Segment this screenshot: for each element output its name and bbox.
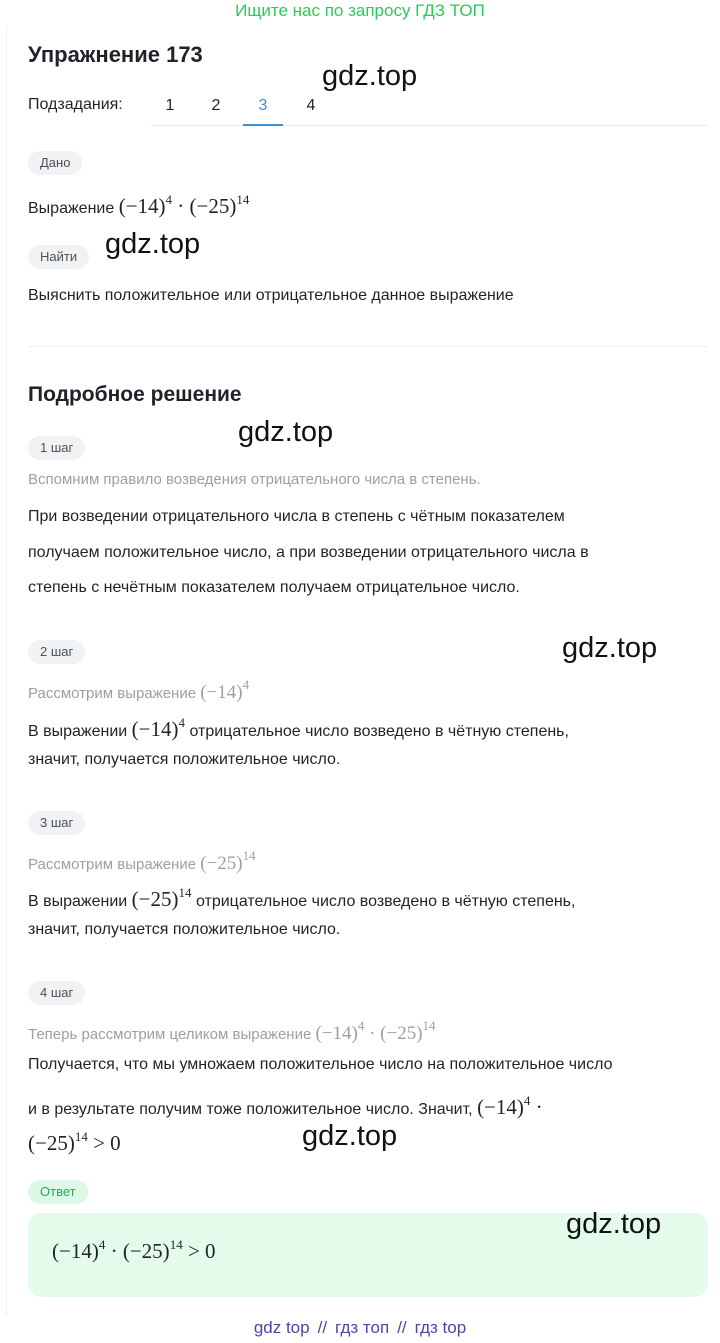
step-4-line-2: и в результате получим тоже положительное число. Значит, $(-14)^4$ · [28,1093,543,1119]
step-2-line-1: В выражении $(-14)^4$ отрицательное число возведено в чётную степень, [28,715,569,741]
step-4-line-1: Получается, что мы умножаем положительное число на положительное число [28,1056,613,1073]
step-1-hint: Вспомним правило возведения отрицательного числа в степень. [28,471,481,488]
watermark: gdz.top [238,416,334,448]
subtasks-tabs [150,90,708,126]
subtask-tab-1[interactable]: 1 [165,97,175,114]
page-title: Упражнение 173 [28,42,203,67]
step-2-line-2: значит, получается положительное число. [28,751,341,768]
watermark: gdz.top [105,228,201,260]
footer-links [0,1318,720,1338]
subtask-tab-4[interactable]: 4 [306,97,316,114]
find-text: Выяснить положительное или отрицательное данное выражение [28,287,514,304]
step-3-line-2: значит, получается положительное число. [28,921,341,938]
step-4-hint: Теперь рассмотрим целиком выражение $(-14)^4 \cdot (-25)^{14}$ [28,1018,436,1044]
subtask-tab-2[interactable]: 2 [211,97,221,114]
step-3-hint: Рассмотрим выражение $(-25)^{14}$ [28,848,256,874]
footer-link-gdz-top-mixed[interactable]: гдз top [414,1318,467,1337]
search-banner[interactable]: Ищите нас по запросу ГДЗ ТОП [235,1,485,20]
answer-pill: Ответ [28,1180,88,1204]
watermark: gdz.top [566,1208,662,1240]
watermark: gdz.top [562,632,658,664]
given-math: $(-14)^4 \cdot (-25)^{14}$ [118,192,250,218]
watermark: gdz.top [322,60,418,92]
step-2-hint: Рассмотрим выражение $(-14)^4$ [28,677,250,703]
step-2-pill: 2 шаг [28,640,85,664]
step-4-line-3: $(-25)^{14} > 0$ [28,1129,121,1155]
subtask-tab-3[interactable]: 3 [243,90,283,126]
step-1-line-2: получаем положительное число, а при возведении отрицательного числа в [28,544,589,561]
footer-link-gdz-top-ru[interactable]: гдз топ [335,1318,390,1337]
step-1-line-3: степень с нечётным показателем получаем отрицательное число. [28,579,520,596]
given-pill: Дано [28,151,82,175]
step-3-line-1: В выражении $(-25)^{14}$ отрицательное число возведено в чётную степень, [28,885,576,911]
watermark: gdz.top [302,1120,398,1152]
given-expression [28,182,249,227]
solution-title: Подробное решение [28,383,242,406]
step-1-pill: 1 шаг [28,436,85,460]
subtasks-label: Подзадания: [28,96,123,113]
given-prefix: Выражение [28,200,119,217]
footer-separator: // [317,1318,328,1337]
section-divider [28,346,708,347]
answer-math: $(-14)^4 \cdot (-25)^{14} > 0$ [52,1237,216,1263]
footer-separator: // [397,1318,407,1337]
step-1-line-1: При возведении отрицательного числа в степень с чётным показателем [28,508,565,525]
step-4-pill: 4 шаг [28,981,85,1005]
step-3-pill: 3 шаг [28,811,85,835]
find-pill: Найти [28,245,89,269]
footer-link-gdz-top[interactable]: gdz top [253,1318,310,1337]
